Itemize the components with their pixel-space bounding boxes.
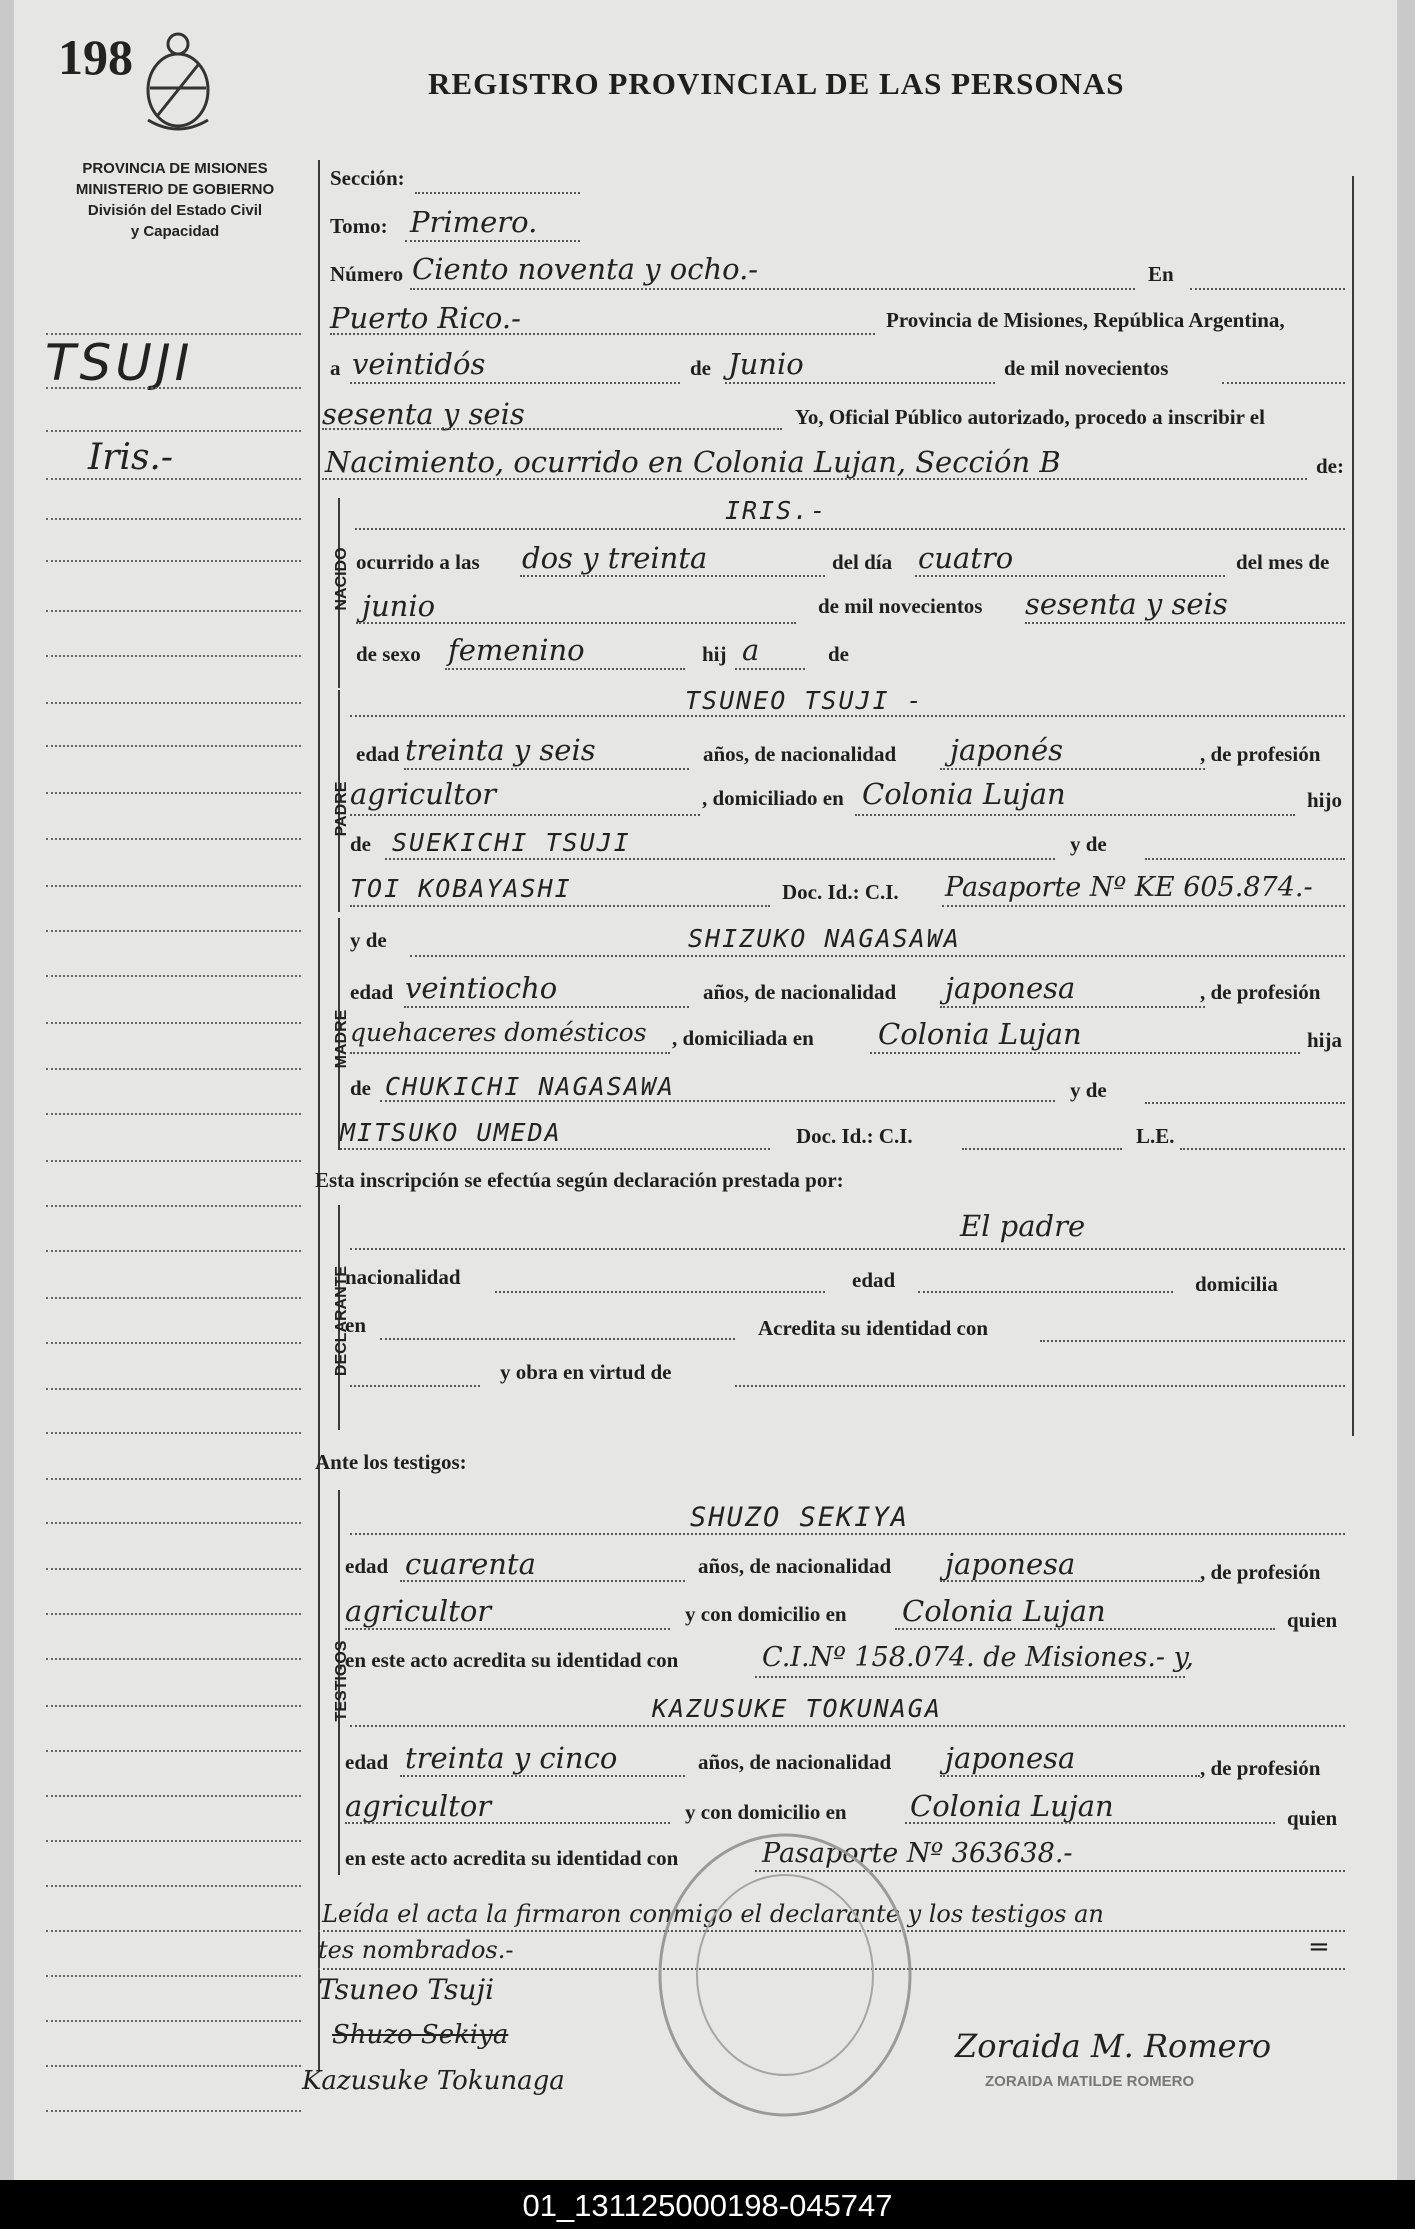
closing-line-2: tes nombrados.- (318, 1936, 514, 1964)
testigo1-prof-label: , de profesión (1200, 1560, 1321, 1584)
sexo-value: femenino (448, 633, 585, 667)
signature-father: Tsuneo Tsuji (318, 1973, 495, 2006)
numero-value: Ciento noventa y ocho.- (412, 252, 759, 286)
mil-label: de mil novecientos (1004, 356, 1169, 380)
testigo1-edad-label: edad (345, 1554, 389, 1578)
padre-edad-label: edad (356, 742, 400, 766)
padre-y-de-label: y de (1070, 832, 1107, 856)
testigo2-domicilio: Colonia Lujan (910, 1789, 1114, 1823)
declarante-nombre: El padre (960, 1209, 1086, 1243)
testigo1-quien-label: quien (1287, 1608, 1338, 1632)
padre-domicilio: Colonia Lujan (862, 777, 1066, 811)
tomo-label: Tomo: (330, 214, 388, 238)
en-label: En (1148, 262, 1174, 286)
de-end-label: de: (1316, 454, 1344, 478)
testigo2-quien-label: quien (1287, 1806, 1338, 1830)
madre-hija-label: hija (1307, 1028, 1343, 1052)
anio-nacimiento: sesenta y seis (1025, 587, 1228, 621)
mes-nacimiento: junio (362, 589, 436, 623)
padre-nacionalidad: japonés (950, 733, 1064, 767)
scan-id-bar (0, 2180, 1415, 2229)
testigo2-edad-label: edad (345, 1750, 389, 1774)
declarante-section-label: DECLARANTE (333, 1265, 350, 1377)
testigo2-edad: treinta y cinco (405, 1741, 618, 1775)
padre-hijo-label: hijo (1307, 788, 1343, 812)
declarante-obra-label: y obra en virtud de (500, 1360, 672, 1384)
testigo1-nacionalidad: japonesa (945, 1547, 1076, 1581)
madre-prof-label: , de profesión (1200, 980, 1321, 1004)
padre-prof-label: , de profesión (1200, 742, 1321, 766)
mil-nacido-label: de mil novecientos (818, 594, 983, 618)
declarante-nac-label: nacionalidad (345, 1265, 461, 1289)
issuing-organization (40, 158, 310, 242)
registry-number (58, 28, 133, 86)
madre-edad: veintiocho (405, 971, 558, 1005)
testigo1-profesion: agricultor (345, 1594, 492, 1628)
testigos-section-label: TESTIGOS (333, 1640, 350, 1722)
testigo1-acredita-label: en este acto acredita su identidad con (345, 1648, 679, 1672)
margin-given-name: Iris.- (88, 437, 174, 478)
hij-label: hij (702, 642, 727, 666)
madre-padre-nombre: CHUKICHI NAGASAWA (385, 1072, 675, 1101)
mes-value: Junio (728, 347, 804, 381)
madre-le-label: L.E. (1136, 1124, 1175, 1148)
closing-line-1: Leída el acta la firmaron conmigo el declarante y los testigos an (322, 1900, 1104, 1928)
del-dia-label: del día (832, 550, 893, 574)
nacido-de-label: de (828, 642, 849, 666)
hora-value: dos y treinta (522, 541, 708, 575)
testigos-intro: Ante los testigos: (315, 1450, 467, 1474)
sexo-label: de sexo (356, 642, 421, 666)
testigo2-nacionalidad: japonesa (945, 1741, 1076, 1775)
a-label: a (330, 356, 341, 380)
madre-de-label: de (350, 1076, 371, 1100)
nacido-nombre: IRIS.- (725, 496, 828, 525)
testigo2-profesion: agricultor (345, 1789, 492, 1823)
madre-y-de2-label: y de (1070, 1078, 1107, 1102)
madre-madre-nombre: MITSUKO UMEDA (340, 1118, 562, 1147)
padre-madre-nombre: TOI KOBAYASHI (350, 874, 572, 903)
padre-doc: Pasaporte Nº KE 605.874.- (945, 872, 1313, 903)
padre-profesion: agricultor (350, 777, 497, 811)
declarante-dom-label: domicilia (1195, 1272, 1278, 1296)
seccion-label: Sección: (330, 166, 405, 190)
testigo1-doc: C.I.Nº 158.074. de Misiones.- y, (762, 1642, 1194, 1673)
declarante-en-label: en (345, 1313, 366, 1337)
declarante-acredita-label: Acredita su identidad con (758, 1316, 989, 1340)
registry-number-text: 198 (58, 29, 133, 85)
padre-dom-label: , domiciliado en (702, 786, 844, 810)
testigo2-prof-label: , de profesión (1200, 1756, 1321, 1780)
del-mes-label: del mes de (1236, 550, 1330, 574)
madre-doc-label: Doc. Id.: C.I. (796, 1124, 913, 1148)
signature-witness-1: Shuzo Sekiya (332, 2020, 509, 2050)
closing-equals: = (1308, 1932, 1330, 1962)
hij-suffix: a (742, 633, 760, 667)
de-label: de (690, 356, 711, 380)
testigo1-domicilio: Colonia Lujan (902, 1594, 1106, 1628)
right-rule (1352, 176, 1354, 1436)
signature-witness-2: Kazusuke Tokunaga (302, 2066, 565, 2096)
scan-id-text: 01_131125000198-045747 (522, 2188, 893, 2223)
madre-dom-label: , domiciliada en (672, 1026, 814, 1050)
padre-de-label: de (350, 832, 371, 856)
testigo2-dom-label: y con domicilio en (685, 1800, 847, 1824)
tomo-value: Primero. (410, 205, 538, 239)
lugar-value: Puerto Rico.- (330, 301, 521, 335)
padre-nombre: TSUNEO TSUJI - (685, 686, 924, 715)
padre-section-label: PADRE (333, 781, 350, 837)
testigo2-nac-label: años, de nacionalidad (698, 1750, 892, 1774)
oficial-text: Yo, Oficial Público autorizado, procedo a inscribir el (795, 405, 1265, 429)
official-seal (650, 1825, 920, 2125)
testigo1-edad: cuarenta (405, 1547, 536, 1581)
margin-rule (318, 160, 320, 2070)
coat-of-arms-emblem (138, 30, 218, 140)
testigo1-dom-label: y con domicilio en (685, 1602, 847, 1626)
madre-edad-label: edad (350, 980, 394, 1004)
testigo2-nombre: KAZUSUKE TOKUNAGA (652, 1694, 942, 1723)
padre-nac-label: años, de nacionalidad (703, 742, 897, 766)
testigo2-doc: Pasaporte Nº 363638.- (762, 1838, 1073, 1869)
madre-section-label: MADRE (333, 1009, 350, 1069)
madre-nacionalidad: japonesa (945, 971, 1076, 1005)
padre-doc-label: Doc. Id.: C.I. (782, 880, 899, 904)
numero-label: Número (330, 262, 404, 286)
margin-surname: TSUJI (45, 334, 194, 392)
padre-edad: treinta y seis (405, 733, 596, 767)
madre-profesion: quehaceres domésticos (350, 1018, 647, 1047)
declarante-edad-label: edad (852, 1268, 896, 1292)
anio-value: sesenta y seis (322, 397, 525, 431)
hecho-value: Nacimiento, ocurrido en Colonia Lujan, Sección B (325, 445, 1061, 479)
testigo1-nac-label: años, de nacionalidad (698, 1554, 892, 1578)
madre-nac-label: años, de nacionalidad (703, 980, 897, 1004)
madre-nombre: SHIZUKO NAGASAWA (688, 924, 961, 953)
org-line: MINISTERIO DE GOBIERNO (75, 181, 275, 198)
dia-value: veintidós (352, 347, 486, 381)
ocurrido-label: ocurrido a las (356, 550, 480, 574)
org-line: y Capacidad (130, 223, 220, 240)
padre-padre-nombre: SUEKICHI TSUJI (392, 828, 631, 857)
signature-official: Zoraida M. Romero (955, 2027, 1272, 2065)
declarante-intro: Esta inscripción se efectúa según declaración prestada por: (315, 1168, 844, 1192)
madre-domicilio: Colonia Lujan (878, 1017, 1082, 1051)
testigo1-nombre: SHUZO SEKIYA (690, 1502, 910, 1533)
madre-y-de-label: y de (350, 928, 387, 952)
document-title: REGISTRO PROVINCIAL DE LAS PERSONAS (428, 66, 1125, 101)
nacido-section-label: NACIDO (333, 547, 350, 611)
dia-nacimiento: cuatro (918, 541, 1014, 575)
org-line: División del Estado Civil (87, 202, 263, 219)
testigo2-acredita-label: en este acto acredita su identidad con (345, 1846, 679, 1870)
provincia-text: Provincia de Misiones, República Argentina, (886, 308, 1285, 332)
official-name-stamp: ZORAIDA MATILDE ROMERO (985, 2073, 1195, 2090)
org-line: PROVINCIA DE MISIONES (82, 160, 268, 177)
